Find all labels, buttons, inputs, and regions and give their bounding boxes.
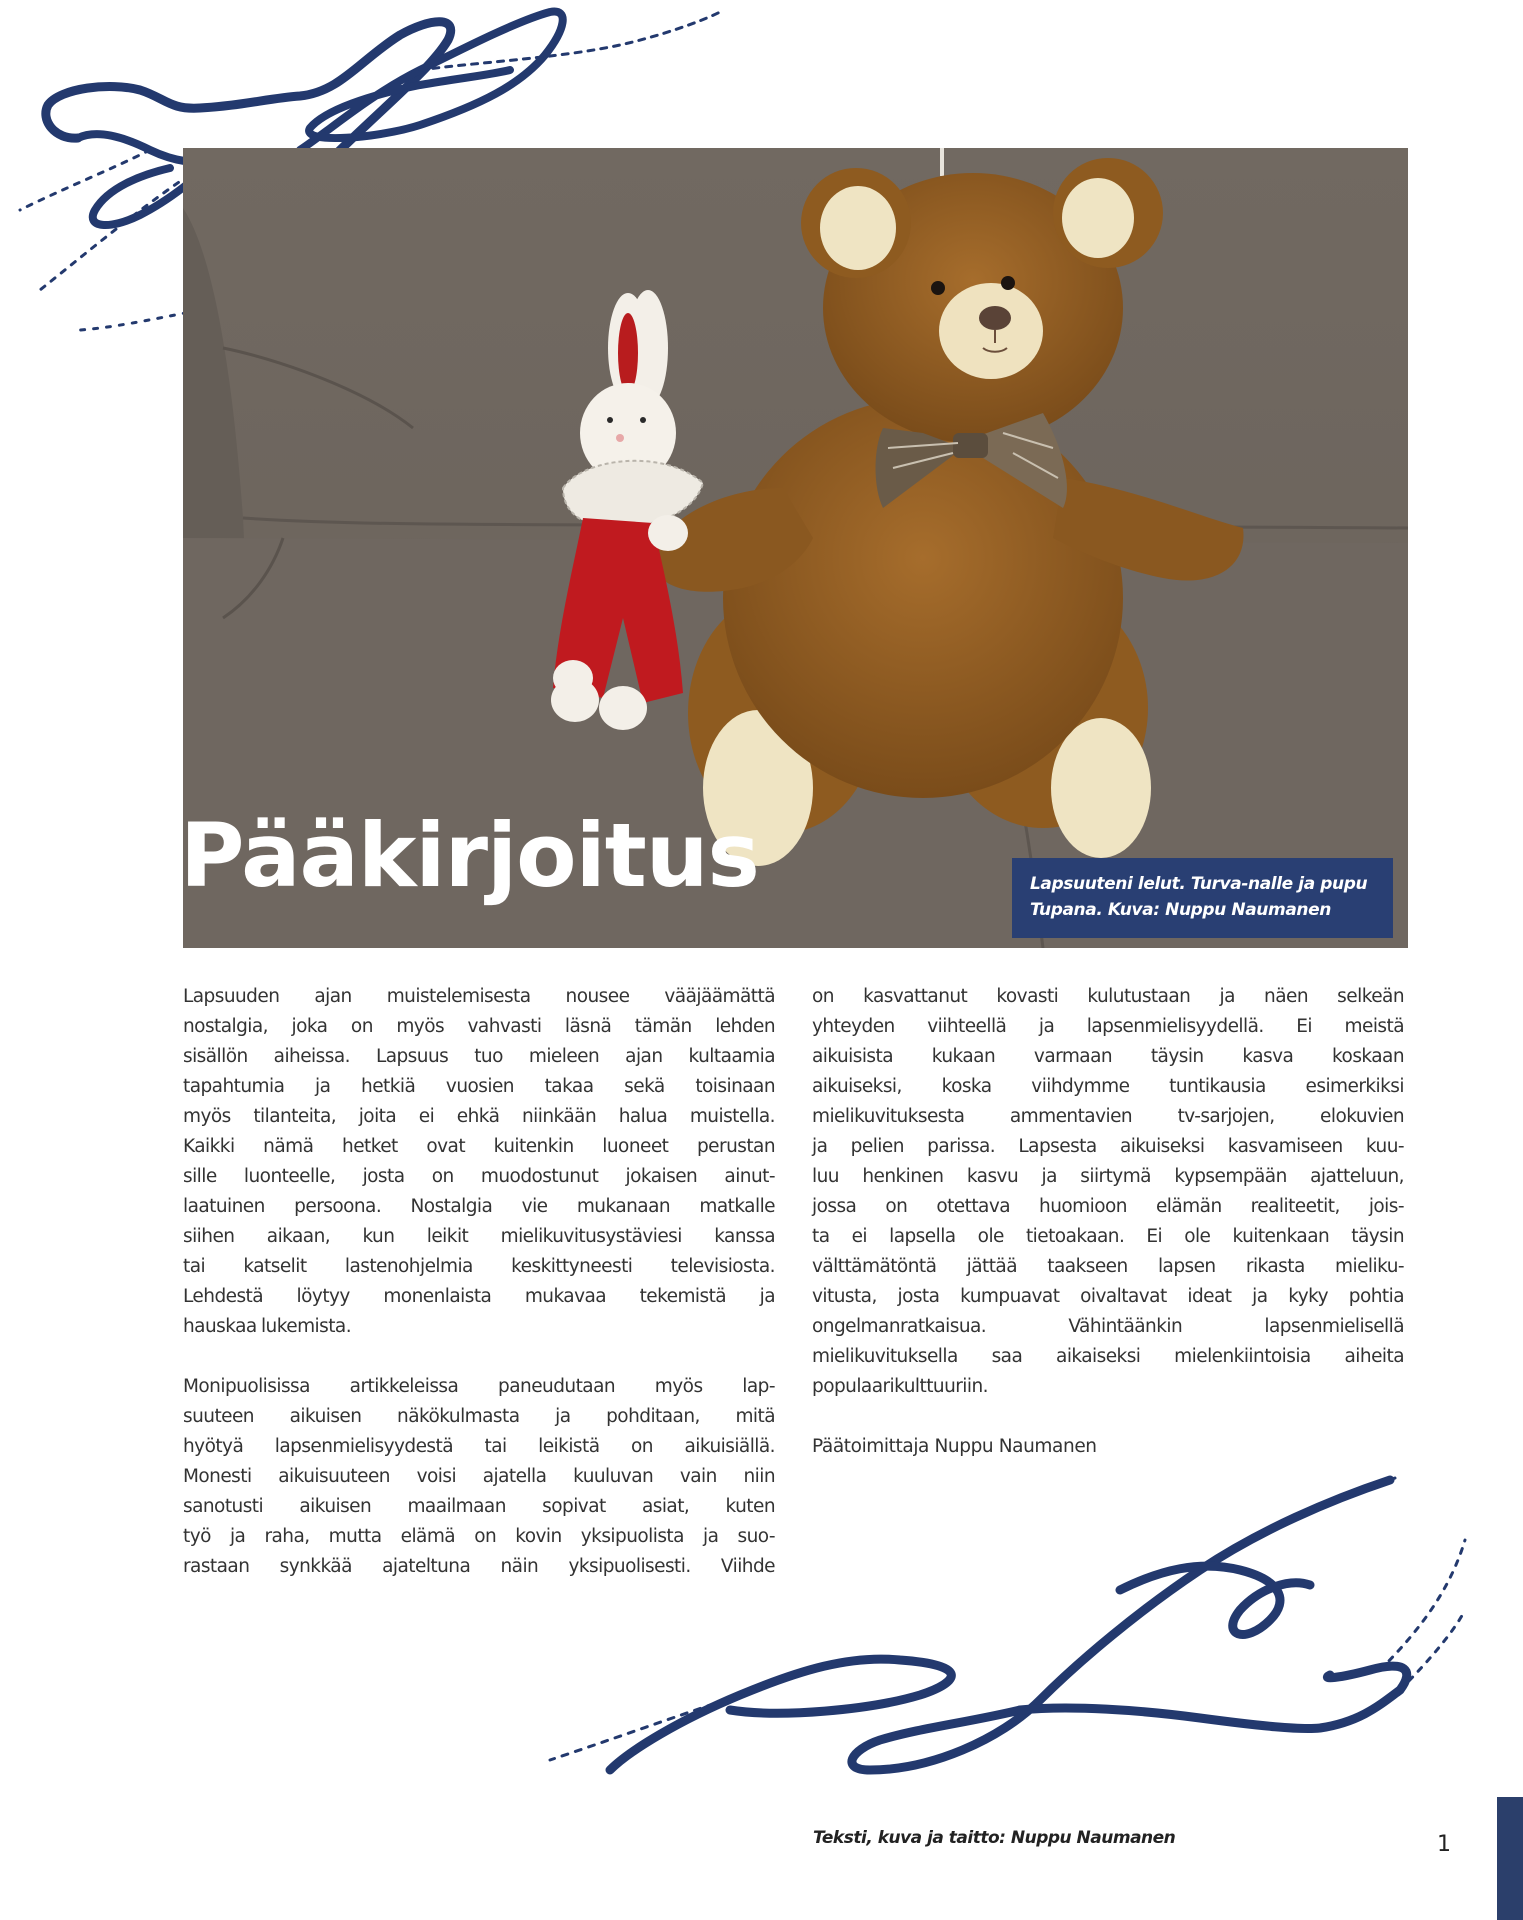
text-line: tapahtumia ja hetkiä vuosien takaa sekä toisinaan — [183, 1076, 775, 1097]
text-line: ja pelien parissa. Lapsesta aikuiseksi kasvamiseen kuu- — [812, 1136, 1404, 1157]
text-line: aikuisista kukaan varmaan täysin kasva koskaan — [812, 1046, 1404, 1067]
photo-caption — [1012, 858, 1393, 938]
text-line: työ ja raha, mutta elämä on kovin yksipuolista ja suo- — [183, 1526, 775, 1547]
page-edge-tab — [1497, 1797, 1523, 1920]
text-line: aikuiseksi, koska viihdymme tuntikausia esimerkiksi — [812, 1076, 1404, 1097]
article-column-left — [183, 982, 775, 1612]
text-line: Monipuolisissa artikkeleissa paneudutaan myös lap- — [183, 1376, 775, 1397]
text-line: hyötyä lapsenmielisyydestä tai leikistä on aikuisiällä. — [183, 1436, 775, 1457]
caption-line-2: Tupana. Kuva: Nuppu Naumanen — [1030, 900, 1331, 920]
text-line: siihen aikaan, kun leikit mielikuvitusystäviesi kanssa — [183, 1226, 775, 1247]
text-line: Kaikki nämä hetket ovat kuitenkin luoneet perustan — [183, 1136, 775, 1157]
text-line: hauskaa lukemista. — [183, 1316, 352, 1337]
article-paragraph — [812, 982, 1404, 1402]
text-line: luu henkinen kasvu ja siirtymä kypsempään ajatteluun, — [812, 1166, 1404, 1187]
footer-credit: Teksti, kuva ja taitto: Nuppu Naumanen — [813, 1828, 1176, 1848]
text-line: laatuinen persoona. Nostalgia vie mukanaan matkalle — [183, 1196, 775, 1217]
article-paragraph — [183, 1372, 775, 1582]
text-line: ta ei lapsella ole tietoakaan. Ei ole kuitenkaan täysin — [812, 1226, 1404, 1247]
page-number: 1 — [1437, 1832, 1451, 1857]
text-line: populaarikulttuuriin. — [812, 1376, 988, 1397]
page-title: Pääkirjoitus — [180, 804, 759, 907]
text-line: Lapsuuden ajan muistelemisesta nousee vääjäämättä — [183, 986, 775, 1007]
text-line: mielikuvituksella saa aikaiseksi mielenkiintoisia aiheita — [812, 1346, 1404, 1367]
text-line: mielikuvituksesta ammentavien tv-sarjojen, elokuvien — [812, 1106, 1404, 1127]
article-column-right — [812, 982, 1404, 1492]
caption-line-1: Lapsuuteni lelut. Turva-nalle ja pupu — [1030, 874, 1368, 894]
editor-signature: Päätoimittaja Nuppu Naumanen — [812, 1436, 1097, 1457]
text-line: sille luonteelle, josta on muodostunut jokaisen ainut- — [183, 1166, 775, 1187]
text-line: sanotusti aikuisen maailmaan sopivat asiat, kuten — [183, 1496, 775, 1517]
text-line: välttämätöntä jättää taakseen lapsen rikasta mieliku- — [812, 1256, 1404, 1277]
text-line: vitusta, josta kumpuavat oivaltavat ideat ja kyky pohtia — [812, 1286, 1404, 1307]
text-line: on kasvattanut kovasti kulutustaan ja näen selkeän — [812, 986, 1404, 1007]
text-line: myös tilanteita, joita ei ehkä niinkään halua muistella. — [183, 1106, 775, 1127]
text-line: tai katselit lastenohjelmia keskittyneesti televisiosta. — [183, 1256, 775, 1277]
text-line: ongelmanratkaisua. Vähintäänkin lapsenmielisellä — [812, 1316, 1404, 1337]
text-line: yhteyden viihteellä ja lapsenmielisyydellä. Ei meistä — [812, 1016, 1404, 1037]
text-line: jossa on otettava huomioon elämän realiteetit, jois- — [812, 1196, 1404, 1217]
text-line: Lehdestä löytyy monenlaista mukavaa tekemistä ja — [183, 1286, 775, 1307]
text-line: suuteen aikuisen näkökulmasta ja pohditaan, mitä — [183, 1406, 775, 1427]
text-line: sisällön aiheissa. Lapsuus tuo mieleen ajan kultaamia — [183, 1046, 775, 1067]
text-line: nostalgia, joka on myös vahvasti läsnä tämän lehden — [183, 1016, 775, 1037]
article-paragraph — [183, 982, 775, 1342]
text-line: rastaan synkkää ajateltuna näin yksipuolisesti. Viihde — [183, 1556, 775, 1577]
text-line: Monesti aikuisuuteen voisi ajatella kuuluvan vain niin — [183, 1466, 775, 1487]
